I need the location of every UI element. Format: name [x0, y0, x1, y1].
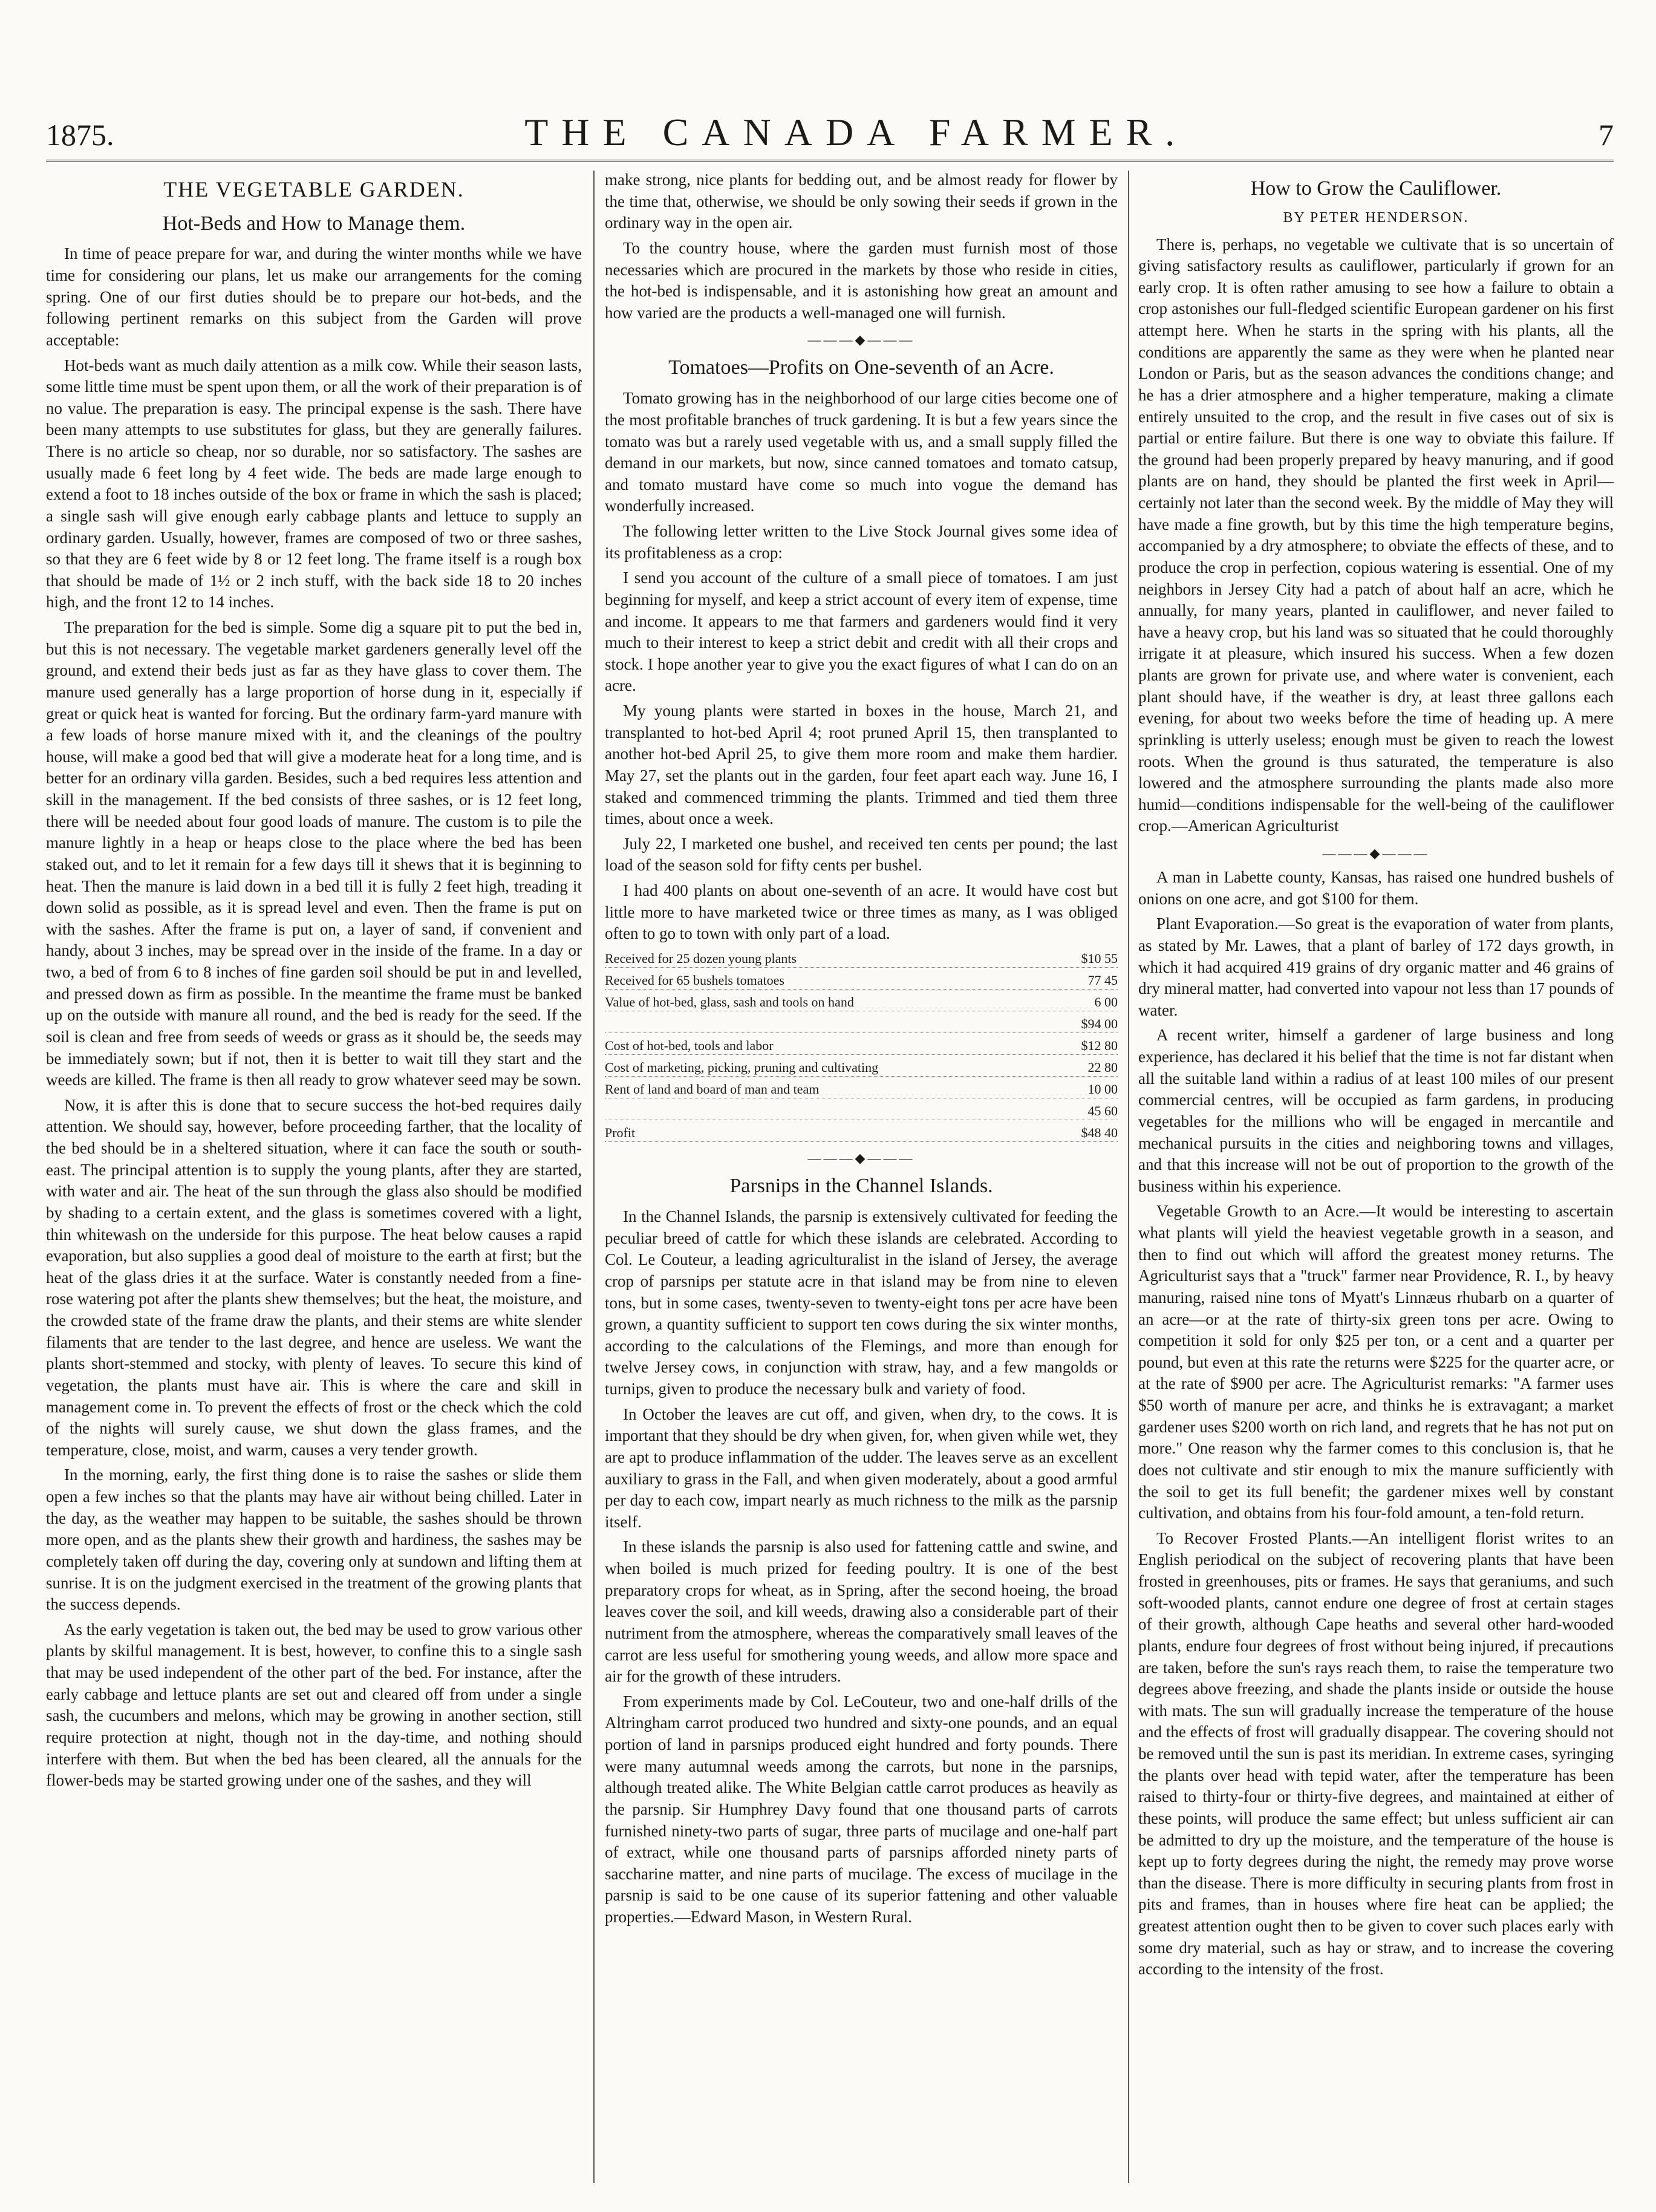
ledger-row: [605, 950, 1118, 968]
newspaper-title: THE CANADA FARMER.: [524, 111, 1188, 154]
ledger-amount: 22 80: [1087, 1060, 1118, 1075]
column-2: [605, 169, 1118, 2188]
ledger-row: [605, 1124, 1118, 1142]
ledger-row: [605, 971, 1118, 990]
column-1: [46, 169, 582, 2188]
issue-year: 1875.: [46, 118, 114, 152]
ledger-label: Value of hot-bed, glass, sash and tools on hand: [605, 994, 854, 1010]
section-title: THE VEGETABLE GARDEN.: [163, 177, 465, 201]
ledger-amount: $10 55: [1081, 950, 1118, 966]
ledger-amount: $12 80: [1081, 1038, 1118, 1054]
page-number: 7: [1599, 118, 1614, 152]
ledger-label: Received for 65 bushels tomatoes: [605, 972, 784, 988]
ledger-amount: $48 40: [1081, 1125, 1118, 1141]
article-paragraph: To the country house, where the garden must furnish most of those necessaries which are procured in the markets by those who reside in cities, the hot-bed is indispensable, and it is astonishing how great an amount and how varied are the products a well-managed one will furnish.: [605, 238, 1118, 322]
ledger-row: [605, 1015, 1118, 1033]
ledger-amount: 45 60: [1087, 1103, 1118, 1119]
article-paragraph: The preparation for the bed is simple. Some dig a square pit to put the bed in, but this is not necessary. The vegetable market gardeners generally level off the ground, and extend their beds just as far as they have glass to cover them. The manure used generally has a large proportion of horse dung in it, especially if great or quick heat is wanted for forcing. But the ordinary farm-yard manure with a few loads of horse manure mixed with it, and the cleanings of the poultry house, will make a good bed that will give a moderate heat for a long time, and is better for an ordinary villa garden. Besides, such a bed requires less attention and skill in the management. If the bed consists of three sashes, or is 12 feet long, there will be needed about four good loads of manure. The custom is to pile the manure lightly in a heap or heaps close to the place where the bed has been staked out, and to let it remain for a few days till it shews that it is beginning to heat. Then the manure is laid down in a bed till it is fully 2 feet high, treading it down solid as possible, as it is spread level and even. Then the frame is put on with the sashes. After the frame is put on, a layer of sand, if convenient and handy, about 3 inches, may be spread over in the inside of the frame. In a day or two, a bed of from 6 to 8 inches of fine garden soil should be put in and levelled, and pressed down as firm as possible. In the meantime the frame must be banked up on the outside with manure all round, and the bed is ready for the seed. If the soil is clean and free from seeds of weeds or grass as it should be, the seeds may be immediately sown; but if not, then it is better to wait till they start and the weeds are killed. The frame is then all ready to grow whatever seed may be sown.: [46, 618, 582, 1089]
cauliflower-headline: How to Grow the Cauliflower.: [1250, 177, 1502, 200]
ledger-amount: $94 00: [1081, 1016, 1118, 1031]
ledger-amount: 6 00: [1094, 994, 1118, 1010]
ledger-label: Profit: [605, 1125, 636, 1141]
article-paragraph: The following letter written to the Live Stock Journal gives some idea of its profitableness as a crop:: [605, 522, 1118, 562]
ledger-amount: 10 00: [1087, 1082, 1118, 1097]
article-paragraph: In these islands the parsnip is also used for fattening cattle and swine, and when boiled is much prized for feeding poultry. It is one of the best preparatory crops for wheat, as in Spring, after the second hoeing, the broad leaves cover the soil, and kill weeds, drawing also a considerable part of their nutriment from the atmosphere, whereas the comparatively small leaves of the carrot are less useful for smothering young weeds, and allow more space and air for the growth of these intruders.: [605, 1538, 1118, 1686]
ledger-label: Cost of marketing, picking, pruning and cultivating: [605, 1060, 879, 1075]
ledger-label: Received for 25 dozen young plants: [605, 950, 797, 966]
article-paragraph: Tomato growing has in the neighborhood of our large cities become one of the most profitable branches of truck gardening. It is but a few years since the tomato was but a rarely used vegetable with us, and a small supply filled the demand in our markets, but now, since canned tomatoes and tomato catsup, and tomato mustard have come so much into vogue the demand has wonderfully increased.: [605, 389, 1118, 515]
article-paragraph: make strong, nice plants for bedding out, and be almost ready for flower by the time that, otherwise, we should be only sowing their seeds if grown in the ordinary way in the open air.: [605, 171, 1118, 232]
article-paragraph: From experiments made by Col. LeCouteur, two and one-half drills of the Altringham carrot produced two hundred and sixty-one pounds, and an equal portion of land in parsnips produced eight hundred and forty pounds. There were many autumnal weeds among the carrots, but none in the parsnips, although treated alike. The White Belgian cattle carrot produces as heavily as the parsnip. Sir Humphrey Davy found that one thousand parts of carrots furnished ninety-two parts of sugar, three parts of mucilage and one-half part of extract, while one thousand parts of parsnips afforded ninety parts of saccharine matter, and nine parts of mucilage. The excess of mucilage in the parsnip is said to be one cause of its superior fattening and other valuable properties.—Edward Mason, in Western Rural.: [605, 1692, 1118, 1927]
news-item: Plant Evaporation.—So great is the evaporation of water from plants, as stated by Mr. Lawes, that a plant of barley of 172 days growth, in which it had acquired 419 grains of dry organic matter and 46 grains of dry mineral matter, had converted into vapour not less than 17 pounds of water.: [1138, 915, 1614, 1019]
article-paragraph: In October the leaves are cut off, and given, when dry, to the cows. It is important that they should be dry when given, for, when given while wet, they are apt to produce inflammation of the udder. The leaves serve as an excellent auxiliary to grass in the Fall, and when given moderately, about a good armful per day to each cow, impart nearly as much richness to the milk as the parsnip itself.: [605, 1405, 1118, 1531]
article-paragraph: I send you account of the culture of a small piece of tomatoes. I am just beginning for myself, and keep a strict account of every item of expense, time and income. It appears to me that farmers and gardeners would find it very much to their interest to keep a strict debit and credit with all their crops and stock. I hope another year to give you the exact figures of what I can do on an acre.: [605, 569, 1118, 695]
separator: ———◆———: [807, 1150, 915, 1166]
ledger-row: [605, 1059, 1118, 1077]
article-paragraph: In the morning, early, the first thing done is to raise the sashes or slide them open a few inches so that the plants may have air without being chilled. Later in the day, as the weather may happen to be suitable, the sashes should be thrown more open, and as the plants shew their growth and hardiness, the sashes may be completely taken off during the day, covering only at sundown and lifting them at sunrise. It is on the judgment exercised in the treatment of the growing plants that the success depends.: [46, 1466, 582, 1614]
separator: ———◆———: [1322, 846, 1430, 861]
article-paragraph: Hot-beds want as much daily attention as a milk cow. While their season lasts, some little time must be spent upon them, or all the work of their preparation is of no value. The preparation is easy. The principal expense is the sash. There have been many attempts to use substitutes for glass, but they are generally failures. There is no article so cheap, nor so durable, nor so satisfactory. The sashes are usually made 6 feet long by 4 feet wide. The beds are made large enough to extend a foot to 18 inches outside of the box or frame in which the sash is placed; a single sash will give enough early cabbage plants and lettuce to supply an ordinary garden. Usually, however, frames are composed of two or three sashes, so that they are 6 feet wide by 8 or 12 feet long. The frame itself is a rough box that should be made of 1½ or 2 inch stuff, with the back side 18 to 20 inches high, and the front 12 to 14 inches.: [46, 356, 582, 612]
hotbeds-headline: Hot-Beds and How to Manage them.: [162, 212, 466, 235]
ledger-label: Cost of hot-bed, tools and labor: [605, 1038, 774, 1054]
column-rule-2: [1128, 171, 1129, 2183]
tomatoes-headline: Tomatoes—Profits on One-seventh of an Acre.: [668, 356, 1054, 379]
article-paragraph: As the early vegetation is taken out, the bed may be used to grow various other plants by skilful management. It is best, however, to confine this to a single sash that may be used independent of the other part of the bed. For instance, after the early cabbage and lettuce plants are set out and cleared off from under a single sash, the cucumbers and melons, which may be growing in another section, still require protection at night, though not in the day-time, and nothing should interfere with them. But when the bed has been cleared, all the annuals for the flower-beds may be started growing under one of the sashes, and they will: [46, 1620, 582, 1790]
article-paragraph: There is, perhaps, no vegetable we cultivate that is so uncertain of giving satisfactory results as cauliflower, particularly if grown for an early crop. It is often rather amusing to see how a failure to obtain a crop astonishes our full-fledged scientific European gardener on his first attempt here. When he starts in the spring with his plants, all the conditions are apparently the same as they were when he planted near London or Paris, but as the season advances the conditions change; and he has a drier atmosphere and a higher temperature, making a climate entirely unsuited to the crop, and the result in five cases out of six is partial or entire failure. But there is one way to obviate this failure. If the ground had been properly prepared by heavy manuring, and if good plants are on hand, they should be planted the first week in April—certainly not later than the second week. By the middle of May they will have made a fine growth, but by this time the high temperature begins, accompanied by a dry atmosphere; to obviate the effects of these, and to produce the crop in perfection, copious watering is essential. One of my neighbors in Jersey City had a patch of about half an acre, which he annually, for many years, planted in cauliflower, and never failed to have a heavy crop, but his land was so situated that he could thoroughly irrigate it at pleasure, which insured his success. When a few dozen plants are grown for private use, and where water is convenient, each plant should have, if the weather is dry, at least three gallons each evening, for about two weeks before the time of heading up. A mere sprinkling is utterly useless; enough must be given to reach the lowest roots. When the ground is thus saturated, the temperature is also lowered and the atmosphere surrounding the plants made also more humid—conditions indispensable for the well-being of the cauliflower crop.—American Agriculturist: [1138, 235, 1614, 835]
news-item: A man in Labette county, Kansas, has raised one hundred bushels of onions on one acre, and got $100 for them.: [1138, 868, 1614, 908]
column-rule-1: [593, 171, 595, 2183]
byline: BY PETER HENDERSON.: [1283, 209, 1469, 226]
news-item: Vegetable Growth to an Acre.—It would be interesting to ascertain what plants will yield the heaviest vegetable growth in a season, and then to find out which will afford the greatest money returns. The Agriculturist says that a "truck" farmer near Providence, R. I., by heavy manuring, raised nine tons of Myatt's Linnæus rhubarb on a quarter of an acre—or at the rate of thirty-six green tons per acre. Owing to competition it sold for only $25 per ton, or a cent and a quarter per pound, but even at this rate the returns were $225 for the quarter acre, or at the rate of $900 per acre. The Agriculturist remarks: "A farmer uses $50 worth of manure per acre, and thinks he is extravagant; a market gardener uses $200 worth on rich land, and regrets that he has not put on more." One reason why the farmer comes to this conclusion is, that he does not cultivate and stir enough to mix the manure sufficiently with the soil to get its full benefit; the gardener mixes well by constant cultivation, and obtains from his four-fold amount, a ten-fold return.: [1138, 1202, 1614, 1522]
article-paragraph: In the Channel Islands, the parsnip is extensively cultivated for feeding the peculiar breed of cattle for which these islands are celebrated. According to Col. Le Couteur, a leading agriculturalist in the island of Jersey, the average crop of parsnips per statute acre in that island may be from nine to eleven tons, but in some cases, twenty-seven to twenty-eight tons per acre have been grown, a quantity sufficient to support ten cows during the six winter months, according to the calculations of the Flemings, and more than enough for twelve Jersey cows, in conjunction with straw, hay, and a few mangolds or turnips, given to produce the necessary bulk and variety of food.: [605, 1207, 1118, 1398]
article-paragraph: July 22, I marketed one bushel, and received ten cents per pound; the last load of the season sold for fifty cents per bushel.: [605, 834, 1118, 875]
profit-ledger: [605, 950, 1118, 1142]
ledger-label: Rent of land and board of man and team: [605, 1082, 820, 1097]
ledger-row: [605, 1080, 1118, 1098]
parsnips-headline: Parsnips in the Channel Islands.: [729, 1175, 993, 1198]
article-paragraph: My young plants were started in boxes in the house, March 21, and transplanted to hot-bed April 4; root pruned April 15, then transplanted to another hot-bed April 25, to give them more room and make them hardier. May 27, set the plants out in the garden, four feet apart each way. June 16, I staked and commenced trimming the plants. Trimmed and tied them three times, about once a week.: [605, 702, 1118, 828]
ledger-row: [605, 1037, 1118, 1055]
news-item: To Recover Frosted Plants.—An intelligent florist writes to an English periodical on the subject of recovering plants that have been frosted in greenhouses, pits or frames. He says that geraniums, and such soft-wooded plants, cannot endure one degree of frost at certain stages of their growth, although Cape heaths and several other hard-wooded plants, endure four degrees of frost without being injured, if precautions are taken, before the sun's rays reach them, to raise the temperature two degrees above freezing, and shade the plants inside or outside the house with mats. The sun will gradually increase the temperature of the house and the effects of frost will gradually disappear. The covering should not be removed until the sun is past its meridian. In extreme cases, syringing the plants over head with tepid water, after the temperature has been raised to thirty-four or thirty-five degrees, and maintained at either of these points, will produce the same effect; but unless sufficient air can be admitted to dry up the moisture, and the temperature of the house is kept up to forty degrees during the night, the remedy may prove worse than the disease. There is more difficulty in securing plants from frost in pits and frames, than in houses where fire heat can be applied; the greatest attention ought then to be given to cover such places early with some dry material, such as hay or straw, and to increase the covering according to the intensity of the frost.: [1138, 1528, 1614, 1979]
article-paragraph: I had 400 plants on about one-seventh of an acre. It would have cost but little more to have marketed twice or three times as many, as I was obliged often to go to town with only part of a load.: [605, 881, 1118, 943]
article-paragraph: Now, it is after this is done that to secure success the hot-bed requires daily attention. We should say, however, before proceeding farther, that the locality of the bed should be in a sheltered situation, where it can face the south or south-east. The principal attention is to supply the young plants, after they are started, with water and air. The heat of the sun through the glass also should be modified by shading to a certain extent, and the glass is sometimes covered with a light, thin whitewash on the underside for this purpose. The heat below causes a rapid evaporation, but also supplies a good deal of moisture to the earth at first; but the heat of the glass dries it at the surface. Water is constantly needed from a fine-rose watering pot after the plants shew themselves; but the heat, the moisture, and the crowded state of the frame draw the plants, and their stems are white slender filaments that are tender to the last degree, and hence are useless. We want the plants short-stemmed and stocky, with plenty of leaves. To secure this kind of vegetation, the plants must have air. This is where the care and skill in management come in. To prevent the effects of frost or the check which the cold of the nights will surely cause, we shut down the glass frames, and the temperature, close, moist, and warm, causes a very tender growth.: [46, 1095, 582, 1459]
separator: ———◆———: [807, 332, 915, 348]
article-paragraph: In time of peace prepare for war, and during the winter months while we have time for considering our plans, let us make our arrangements for the coming spring. One of our first duties should be to prepare our hot-beds, and the following pertinent remarks on this subject from the Garden will prove acceptable:: [46, 244, 582, 349]
column-3: [1138, 169, 1614, 2188]
ledger-row: [605, 993, 1118, 1011]
news-item: A recent writer, himself a gardener of large business and long experience, has declared it his belief that the time is not far distant when all the suitable land within a radius of at least 100 miles of our present commercial centres, will be occupied as farm gardens, in producing vegetables for the millions who will be engaged in mercantile and mechanical pursuits in the cities and neighboring towns and villages, and that this increase will not be out of proportion to the growth of the business within his experience.: [1138, 1026, 1614, 1195]
ledger-amount: 77 45: [1087, 972, 1118, 988]
ledger-row: [605, 1102, 1118, 1120]
masthead: [46, 108, 1614, 162]
